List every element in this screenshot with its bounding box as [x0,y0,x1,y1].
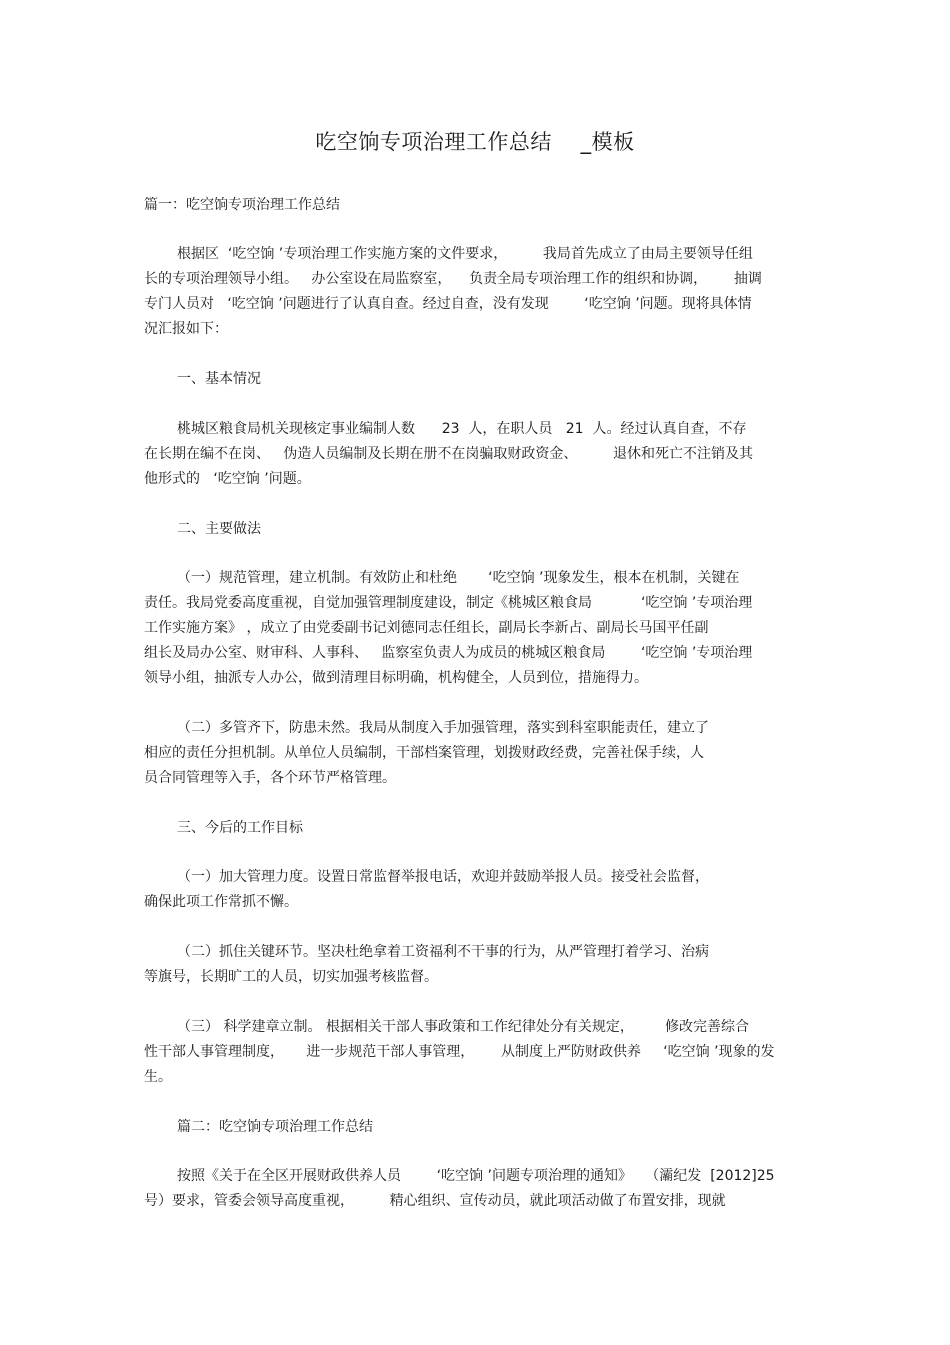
paragraph-line: 相应的责任分担机制。从单位人员编制，干部档案管理，划拨财政经费，完善社保手续，人 [144,745,704,761]
paragraph-line: （二）抓住关键环节。坚决杜绝拿着工资福利不干事的行为，从严管理打着学习、治病 [177,944,709,960]
paragraph-line: 根据区 ‘吃空饷 ’专项治理工作实施方案的文件要求， 我局首先成立了由局主要领导任组 [177,246,753,262]
section-heading: 一、基本情况 [177,371,261,387]
paragraph-line: （三） 科学建章立制。 根据相关干部人事政策和工作纪律处分有关规定， 修改完善综合 [177,1019,750,1035]
paragraph-line: 桃城区粮食局机关现核定事业编制人数 23 人，在职人员 21 人。经过认真自查，不存 [177,421,747,437]
paragraph-line: 长的专项治理领导小组。 办公室设在局监察室， 负责全局专项治理工作的组织和协调， 抽调 [144,271,762,287]
paragraph-line: 员合同管理等入手，各个环节严格管理。 [144,770,396,786]
paragraph-line: 工作实施方案》 ，成立了由党委副书记刘德同志任组长，副局长李新占、副局长马国平任副 [144,620,709,636]
paragraph-line: （一）规范管理，建立机制。有效防止和杜绝 ‘吃空饷 ’现象发生，根本在机制，关键在 [177,570,740,586]
paragraph-line: 专门人员对 ‘吃空饷 ’问题进行了认真自查。经过自查，没有发现 ‘吃空饷 ’问题。现将具体情 [144,296,752,312]
paragraph-line: 号）要求，管委会领导高度重视， 精心组织、宣传动员，就此项活动做了布置安排，现就 [144,1193,726,1209]
paragraph-line: 他形式的 ‘吃空饷 ’问题。 [144,471,311,487]
paragraph-line: 况汇报如下： [144,321,228,337]
section-heading: 二、主要做法 [177,521,261,537]
paragraph-line: 按照《关于在全区开展财政供养人员 ‘吃空饷 ’问题专项治理的通知》 （灞纪发 [2012]25 [177,1168,775,1184]
paragraph-line: （二）多管齐下，防患未然。我局从制度入手加强管理，落实到科室职能责任，建立了 [177,720,709,736]
paragraph-line: 确保此项工作常抓不懈。 [144,894,298,910]
document-title: 吃空饷专项治理工作总结 _模板 [315,130,635,154]
paragraph-line: （一）加大管理力度。设置日常监督举报电话，欢迎并鼓励举报人员。接受社会监督， [177,869,709,885]
paragraph-line: 在长期在编不在岗、 伪造人员编制及长期在册不在岗骗取财政资金、 退休和死亡不注销及其 [144,446,753,462]
section-heading: 篇二：吃空饷专项治理工作总结 [177,1119,373,1135]
paragraph-line: 责任。我局党委高度重视，自觉加强管理制度建设，制定《桃城区粮食局 ‘吃空饷 ’专项治理 [144,595,753,611]
section-heading: 三、今后的工作目标 [177,820,303,836]
paragraph-line: 领导小组，抽派专人办公，做到清理目标明确，机构健全，人员到位，措施得力。 [144,670,648,686]
paragraph-line: 等旗号，长期旷工的人员，切实加强考核监督。 [144,969,438,985]
paragraph-line: 组长及局办公室、财审科、人事科、 监察室负责人为成员的桃城区粮食局 ‘吃空饷 ’专项治理 [144,645,753,661]
section-heading: 篇一：吃空饷专项治理工作总结 [144,197,340,213]
paragraph-line: 生。 [144,1069,172,1085]
paragraph-line: 性干部人事管理制度， 进一步规范干部人事管理， 从制度上严防财政供养 ‘吃空饷 ’现象的发 [144,1044,775,1060]
